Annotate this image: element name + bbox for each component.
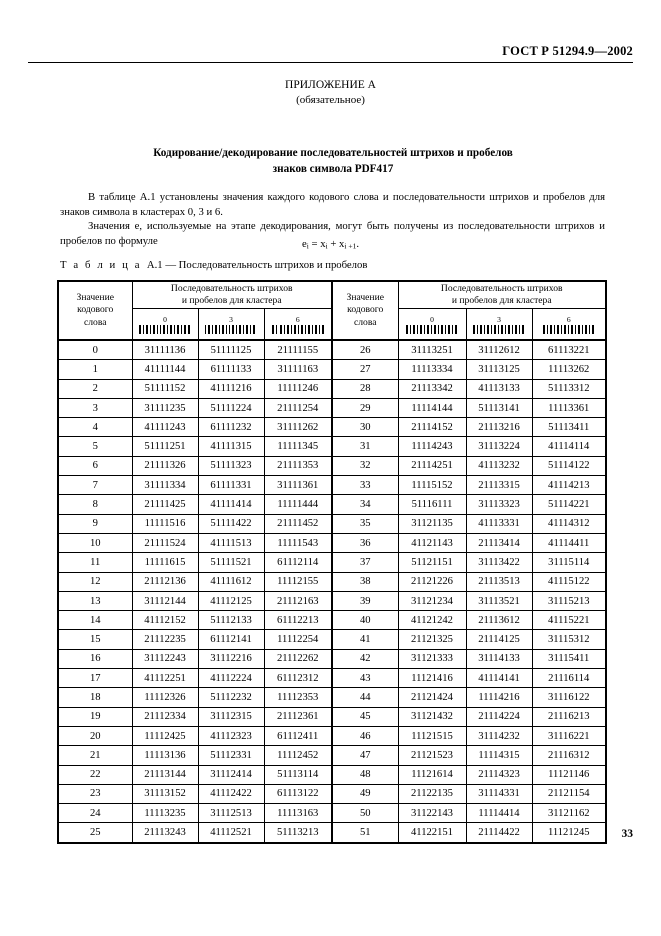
table-row xyxy=(58,495,606,514)
cell-cluster3-left: 61111232 xyxy=(198,418,264,437)
cell-cluster3-left: 51112133 xyxy=(198,611,264,630)
header-cluster-left-3 xyxy=(198,309,264,341)
cell-codeword-left: 6 xyxy=(58,456,132,475)
cell-cluster3-right: 31113521 xyxy=(466,591,532,610)
cell-cluster6-right: 41114213 xyxy=(532,476,606,495)
cell-cluster6-right: 21116213 xyxy=(532,707,606,726)
cell-cluster3-left: 41111315 xyxy=(198,437,264,456)
cell-cluster6-right: 51114122 xyxy=(532,456,606,475)
cell-cluster6-right: 31115114 xyxy=(532,553,606,572)
table-row xyxy=(58,591,606,610)
table-row xyxy=(58,360,606,379)
cell-codeword-left: 15 xyxy=(58,630,132,649)
cell-cluster0-left: 31111235 xyxy=(132,398,198,417)
cell-cluster6-right: 41115122 xyxy=(532,572,606,591)
cell-codeword-right: 42 xyxy=(332,649,398,668)
cell-cluster6-left: 11111246 xyxy=(264,379,332,398)
barcode-sample-icon xyxy=(271,325,325,334)
cell-cluster6-left: 61112213 xyxy=(264,611,332,630)
cell-cluster0-right: 11114144 xyxy=(398,398,466,417)
cell-cluster6-left: 11112254 xyxy=(264,630,332,649)
cell-cluster6-left: 21111155 xyxy=(264,340,332,360)
cell-cluster6-right: 41114411 xyxy=(532,533,606,552)
barcode-sample-icon xyxy=(405,325,459,334)
cell-cluster3-left: 31112315 xyxy=(198,707,264,726)
cell-codeword-left: 0 xyxy=(58,340,132,360)
cell-cluster3-left: 61111133 xyxy=(198,360,264,379)
cell-cluster6-left: 11111543 xyxy=(264,533,332,552)
cluster-label-l0: 0 xyxy=(163,314,167,324)
cell-cluster0-right: 11121416 xyxy=(398,669,466,688)
cell-cluster0-right: 21114152 xyxy=(398,418,466,437)
cell-cluster0-left: 21111326 xyxy=(132,456,198,475)
cell-cluster3-right: 21113315 xyxy=(466,476,532,495)
header-cw-r3: слова xyxy=(353,316,377,328)
cell-cluster3-right: 31114133 xyxy=(466,649,532,668)
cell-cluster6-right: 31116221 xyxy=(532,726,606,745)
cell-cluster6-right: 11113262 xyxy=(532,360,606,379)
cell-codeword-left: 18 xyxy=(58,688,132,707)
cell-cluster3-right: 51113141 xyxy=(466,398,532,417)
cell-cluster3-left: 41111513 xyxy=(198,533,264,552)
cell-cluster0-right: 51121151 xyxy=(398,553,466,572)
cell-cluster6-left: 21112163 xyxy=(264,591,332,610)
table-row xyxy=(58,707,606,726)
formula-sub-i: i xyxy=(306,241,309,251)
cell-codeword-right: 50 xyxy=(332,804,398,823)
cell-codeword-right: 32 xyxy=(332,456,398,475)
cell-cluster0-right: 21121325 xyxy=(398,630,466,649)
cell-codeword-right: 51 xyxy=(332,823,398,843)
header-seq-l2: и пробелов для кластера xyxy=(181,295,282,306)
formula-e: e xyxy=(302,238,307,250)
cell-codeword-right: 47 xyxy=(332,746,398,765)
cell-cluster6-right: 31115411 xyxy=(532,649,606,668)
cell-codeword-right: 38 xyxy=(332,572,398,591)
cell-cluster3-left: 41112422 xyxy=(198,784,264,803)
cell-cluster6-right: 51113312 xyxy=(532,379,606,398)
cell-codeword-left: 21 xyxy=(58,746,132,765)
cell-cluster6-left: 11112155 xyxy=(264,572,332,591)
cell-cluster0-right: 31121432 xyxy=(398,707,466,726)
cell-cluster3-left: 41111414 xyxy=(198,495,264,514)
cell-cluster0-right: 41121143 xyxy=(398,533,466,552)
cell-cluster6-left: 21112262 xyxy=(264,649,332,668)
cell-cluster3-left: 31112513 xyxy=(198,804,264,823)
page-title-line2: знаков символа PDF417 xyxy=(272,163,394,175)
cell-cluster0-left: 21112136 xyxy=(132,572,198,591)
cell-cluster3-left: 41111216 xyxy=(198,379,264,398)
cell-codeword-left: 10 xyxy=(58,533,132,552)
cell-codeword-left: 7 xyxy=(58,476,132,495)
header-cluster-right-3 xyxy=(466,309,532,341)
intro-paragraph-1: В таблице А.1 установлены значения каждого кодового слова и последовательности штрихов и пробелов для знаков символа в кластерах 0, 3 и 6. xyxy=(60,191,605,218)
cell-cluster0-right: 31121135 xyxy=(398,514,466,533)
cell-codeword-right: 31 xyxy=(332,437,398,456)
cell-codeword-right: 46 xyxy=(332,726,398,745)
barcode-sample-icon xyxy=(472,325,526,334)
table-row xyxy=(58,514,606,533)
table-row xyxy=(58,553,606,572)
table-row xyxy=(58,456,606,475)
cell-codeword-left: 11 xyxy=(58,553,132,572)
cell-cluster6-left: 11112353 xyxy=(264,688,332,707)
cell-cluster6-right: 51114221 xyxy=(532,495,606,514)
cell-codeword-left: 17 xyxy=(58,669,132,688)
cell-codeword-left: 13 xyxy=(58,591,132,610)
cell-cluster3-right: 31113125 xyxy=(466,360,532,379)
cell-cluster6-left: 51113114 xyxy=(264,765,332,784)
cell-codeword-right: 27 xyxy=(332,360,398,379)
cell-codeword-right: 35 xyxy=(332,514,398,533)
table-row xyxy=(58,688,606,707)
cell-codeword-left: 4 xyxy=(58,418,132,437)
cell-cluster0-left: 11113136 xyxy=(132,746,198,765)
header-cw-l1: Значение xyxy=(76,292,114,304)
cell-codeword-right: 29 xyxy=(332,398,398,417)
cell-cluster6-left: 61113122 xyxy=(264,784,332,803)
cell-cluster6-right: 41115221 xyxy=(532,611,606,630)
page-title xyxy=(60,145,606,177)
cell-cluster0-right: 31122143 xyxy=(398,804,466,823)
header-cw-r2: кодового xyxy=(347,304,384,316)
cell-cluster6-left: 61112411 xyxy=(264,726,332,745)
cell-cluster6-left: 21112361 xyxy=(264,707,332,726)
cell-cluster0-right: 11121614 xyxy=(398,765,466,784)
cell-cluster0-left: 21111524 xyxy=(132,533,198,552)
barcode-sample-icon xyxy=(138,325,192,334)
cell-cluster0-left: 41111243 xyxy=(132,418,198,437)
cell-codeword-left: 3 xyxy=(58,398,132,417)
appendix-label: ПРИЛОЖЕНИЕ А xyxy=(285,79,376,91)
formula-period: . xyxy=(356,238,359,250)
cell-cluster3-right: 41113331 xyxy=(466,514,532,533)
cell-cluster0-left: 31111136 xyxy=(132,340,198,360)
cell-cluster3-right: 31113224 xyxy=(466,437,532,456)
cell-cluster3-right: 31112612 xyxy=(466,340,532,360)
cluster-label-r6: 6 xyxy=(566,314,571,324)
cell-cluster3-right: 21114323 xyxy=(466,765,532,784)
cell-cluster3-right: 11114315 xyxy=(466,746,532,765)
cell-cluster0-left: 21113243 xyxy=(132,823,198,843)
table-row xyxy=(58,379,606,398)
table-caption-number: А.1 xyxy=(146,259,163,271)
intro-paragraph-2: Значения e, используемые на этапе декодирования, могут быть получены из последовательности штрихов и пробелов по формуле xyxy=(60,220,605,247)
cell-cluster3-right: 21113414 xyxy=(466,533,532,552)
cell-codeword-right: 26 xyxy=(332,340,398,360)
header-cw-l3: слова xyxy=(83,316,107,328)
cell-cluster6-left: 21111452 xyxy=(264,514,332,533)
cell-cluster6-left: 11112452 xyxy=(264,746,332,765)
sequence-table-wrapper xyxy=(57,280,605,844)
table-caption-dash: — xyxy=(165,259,176,271)
cluster-label-r3: 3 xyxy=(497,314,501,324)
cell-codeword-right: 44 xyxy=(332,688,398,707)
cell-cluster0-left: 41111144 xyxy=(132,360,198,379)
cell-cluster6-right: 31121162 xyxy=(532,804,606,823)
header-divider xyxy=(28,62,633,63)
cell-cluster6-left: 11111444 xyxy=(264,495,332,514)
cell-cluster6-right: 41114312 xyxy=(532,514,606,533)
cell-cluster0-left: 11111516 xyxy=(132,514,198,533)
cell-cluster3-left: 51112331 xyxy=(198,746,264,765)
cell-cluster3-left: 61112141 xyxy=(198,630,264,649)
table-row xyxy=(58,669,606,688)
cell-codeword-left: 22 xyxy=(58,765,132,784)
cell-codeword-left: 1 xyxy=(58,360,132,379)
page-title-line1: Кодирование/декодирование последовательностей штрихов и пробелов xyxy=(153,147,513,159)
cell-cluster3-right: 41113133 xyxy=(466,379,532,398)
cell-cluster0-right: 21121523 xyxy=(398,746,466,765)
formula-equals-x: = x xyxy=(308,238,326,250)
cell-cluster6-left: 21111254 xyxy=(264,398,332,417)
cell-codeword-right: 40 xyxy=(332,611,398,630)
cell-codeword-left: 25 xyxy=(58,823,132,843)
cell-cluster3-left: 61111331 xyxy=(198,476,264,495)
cell-cluster6-right: 31116122 xyxy=(532,688,606,707)
header-seq-l1: Последовательность штрихов xyxy=(170,282,293,294)
cell-cluster6-right: 41114114 xyxy=(532,437,606,456)
table-row xyxy=(58,630,606,649)
cell-codeword-right: 43 xyxy=(332,669,398,688)
cell-cluster3-left: 41112224 xyxy=(198,669,264,688)
cell-cluster0-left: 31111334 xyxy=(132,476,198,495)
cell-codeword-left: 2 xyxy=(58,379,132,398)
cell-cluster3-right: 21114125 xyxy=(466,630,532,649)
cluster-label-l3: 3 xyxy=(229,314,233,324)
cell-cluster3-right: 21113612 xyxy=(466,611,532,630)
table-row xyxy=(58,726,606,745)
cell-cluster0-left: 41112152 xyxy=(132,611,198,630)
cell-cluster0-right: 41122151 xyxy=(398,823,466,843)
cell-cluster6-right: 11113361 xyxy=(532,398,606,417)
table-row xyxy=(58,823,606,843)
cell-cluster0-left: 21112334 xyxy=(132,707,198,726)
cell-cluster3-right: 21114422 xyxy=(466,823,532,843)
cell-codeword-right: 30 xyxy=(332,418,398,437)
cell-cluster3-left: 51111323 xyxy=(198,456,264,475)
header-cluster-right-0 xyxy=(398,309,466,341)
cell-cluster0-left: 21112235 xyxy=(132,630,198,649)
cell-cluster0-left: 11113235 xyxy=(132,804,198,823)
cell-cluster0-left: 51111152 xyxy=(132,379,198,398)
cell-cluster6-right: 11121245 xyxy=(532,823,606,843)
table-row xyxy=(58,611,606,630)
cell-cluster6-left: 11113163 xyxy=(264,804,332,823)
barcode-sample-icon xyxy=(204,325,258,334)
cell-cluster0-left: 21111425 xyxy=(132,495,198,514)
table-row xyxy=(58,804,606,823)
cell-cluster0-left: 11112326 xyxy=(132,688,198,707)
standard-number: ГОСТ Р 51294.9—2002 xyxy=(502,44,633,58)
cell-cluster0-right: 21122135 xyxy=(398,784,466,803)
cell-cluster6-right: 21116312 xyxy=(532,746,606,765)
cell-codeword-right: 34 xyxy=(332,495,398,514)
header-codeword-value-right xyxy=(332,281,398,340)
cell-cluster0-right: 31113251 xyxy=(398,340,466,360)
cell-cluster6-left: 21111353 xyxy=(264,456,332,475)
cell-codeword-right: 49 xyxy=(332,784,398,803)
cell-codeword-right: 33 xyxy=(332,476,398,495)
cell-cluster3-left: 51111422 xyxy=(198,514,264,533)
cell-cluster0-left: 11111615 xyxy=(132,553,198,572)
cell-cluster3-left: 51111125 xyxy=(198,340,264,360)
cell-cluster3-left: 41111612 xyxy=(198,572,264,591)
cell-cluster0-left: 31112144 xyxy=(132,591,198,610)
header-seq-r2: и пробелов для кластера xyxy=(451,295,552,306)
cell-cluster0-right: 51116111 xyxy=(398,495,466,514)
table-caption-text: Последовательность штрихов и пробелов xyxy=(178,259,368,271)
cell-codeword-right: 28 xyxy=(332,379,398,398)
cell-codeword-left: 16 xyxy=(58,649,132,668)
header-cw-l2: кодового xyxy=(77,304,114,316)
cell-cluster0-left: 41112251 xyxy=(132,669,198,688)
header-sequence-right xyxy=(398,281,606,309)
header-cluster-left-0 xyxy=(132,309,198,341)
table-row xyxy=(58,572,606,591)
cell-cluster0-right: 41121242 xyxy=(398,611,466,630)
cell-cluster6-left: 61112114 xyxy=(264,553,332,572)
cell-cluster0-right: 11115152 xyxy=(398,476,466,495)
table-caption-label: Т а б л и ц а xyxy=(60,259,142,271)
cell-cluster0-left: 11112425 xyxy=(132,726,198,745)
cell-codeword-right: 36 xyxy=(332,533,398,552)
cell-cluster3-right: 21114224 xyxy=(466,707,532,726)
page-number: 33 xyxy=(621,828,633,840)
cell-codeword-left: 20 xyxy=(58,726,132,745)
formula-sub-i-plus-1: i +1 xyxy=(344,241,357,251)
cell-cluster6-right: 21121154 xyxy=(532,784,606,803)
cell-codeword-right: 41 xyxy=(332,630,398,649)
cell-cluster0-right: 21121424 xyxy=(398,688,466,707)
barcode-sample-icon xyxy=(542,325,596,334)
cell-cluster3-right: 31114232 xyxy=(466,726,532,745)
table-row xyxy=(58,533,606,552)
table-row xyxy=(58,765,606,784)
cell-cluster3-right: 31113422 xyxy=(466,553,532,572)
cell-cluster6-right: 31115312 xyxy=(532,630,606,649)
sequence-table xyxy=(57,280,607,844)
cell-cluster0-right: 31121333 xyxy=(398,649,466,668)
cell-codeword-right: 37 xyxy=(332,553,398,572)
table-row xyxy=(58,784,606,803)
cell-cluster6-right: 21116114 xyxy=(532,669,606,688)
cell-cluster6-left: 31111361 xyxy=(264,476,332,495)
cell-codeword-right: 48 xyxy=(332,765,398,784)
table-row xyxy=(58,418,606,437)
header-codeword-value-left xyxy=(58,281,132,340)
cell-cluster3-right: 11114414 xyxy=(466,804,532,823)
header-sequence-left xyxy=(132,281,332,309)
cell-cluster0-right: 21113342 xyxy=(398,379,466,398)
cell-cluster3-left: 31112414 xyxy=(198,765,264,784)
cell-cluster0-right: 11114243 xyxy=(398,437,466,456)
cell-codeword-left: 14 xyxy=(58,611,132,630)
cell-cluster3-right: 21113216 xyxy=(466,418,532,437)
cell-cluster6-right: 31115213 xyxy=(532,591,606,610)
table-row xyxy=(58,398,606,417)
cell-cluster6-right: 11121146 xyxy=(532,765,606,784)
cell-cluster6-right: 51113411 xyxy=(532,418,606,437)
cell-cluster6-left: 51113213 xyxy=(264,823,332,843)
cell-cluster3-right: 21113513 xyxy=(466,572,532,591)
cell-cluster0-right: 11113334 xyxy=(398,360,466,379)
cell-cluster3-left: 51112232 xyxy=(198,688,264,707)
cell-cluster0-right: 21114251 xyxy=(398,456,466,475)
cell-cluster3-left: 41112125 xyxy=(198,591,264,610)
cluster-label-r0: 0 xyxy=(430,314,434,324)
sequence-table-body xyxy=(58,340,606,843)
formula xyxy=(0,238,661,251)
cell-cluster3-left: 31112216 xyxy=(198,649,264,668)
cell-cluster0-left: 51111251 xyxy=(132,437,198,456)
cell-cluster0-left: 31113152 xyxy=(132,784,198,803)
table-caption xyxy=(60,259,367,271)
cell-codeword-right: 45 xyxy=(332,707,398,726)
cell-cluster0-left: 31112243 xyxy=(132,649,198,668)
cell-cluster0-right: 11121515 xyxy=(398,726,466,745)
cell-cluster3-left: 41112323 xyxy=(198,726,264,745)
table-row xyxy=(58,649,606,668)
cell-codeword-left: 12 xyxy=(58,572,132,591)
cell-cluster0-right: 21121226 xyxy=(398,572,466,591)
appendix-subtitle: (обязательное) xyxy=(296,94,365,106)
cell-cluster3-right: 41113232 xyxy=(466,456,532,475)
cell-cluster3-right: 31113323 xyxy=(466,495,532,514)
cell-cluster3-left: 41112521 xyxy=(198,823,264,843)
cell-codeword-left: 23 xyxy=(58,784,132,803)
table-header-row-1 xyxy=(58,281,606,309)
cell-cluster6-left: 61112312 xyxy=(264,669,332,688)
cell-cluster3-right: 31114331 xyxy=(466,784,532,803)
header-cluster-left-6 xyxy=(264,309,332,341)
cell-cluster6-left: 11111345 xyxy=(264,437,332,456)
cell-cluster0-right: 31121234 xyxy=(398,591,466,610)
formula-sub-i2: i xyxy=(325,241,328,251)
cell-cluster6-left: 31111262 xyxy=(264,418,332,437)
cell-cluster6-right: 61113221 xyxy=(532,340,606,360)
cell-codeword-left: 5 xyxy=(58,437,132,456)
table-row xyxy=(58,476,606,495)
cell-cluster3-right: 41114141 xyxy=(466,669,532,688)
cell-cluster3-left: 51111224 xyxy=(198,398,264,417)
header-cw-r1: Значение xyxy=(346,292,384,304)
cell-codeword-right: 39 xyxy=(332,591,398,610)
cluster-label-l6: 6 xyxy=(295,314,300,324)
cell-cluster3-left: 51111521 xyxy=(198,553,264,572)
table-row xyxy=(58,746,606,765)
header-seq-r1: Последовательность штрихов xyxy=(440,282,563,294)
cell-cluster0-left: 21113144 xyxy=(132,765,198,784)
formula-plus-x: + x xyxy=(327,238,345,250)
appendix-heading xyxy=(0,78,661,108)
cell-codeword-left: 8 xyxy=(58,495,132,514)
table-row xyxy=(58,340,606,360)
cell-codeword-left: 19 xyxy=(58,707,132,726)
cell-cluster6-left: 31111163 xyxy=(264,360,332,379)
cell-codeword-left: 9 xyxy=(58,514,132,533)
header-cluster-right-6 xyxy=(532,309,606,341)
cell-cluster3-right: 11114216 xyxy=(466,688,532,707)
table-row xyxy=(58,437,606,456)
cell-codeword-left: 24 xyxy=(58,804,132,823)
